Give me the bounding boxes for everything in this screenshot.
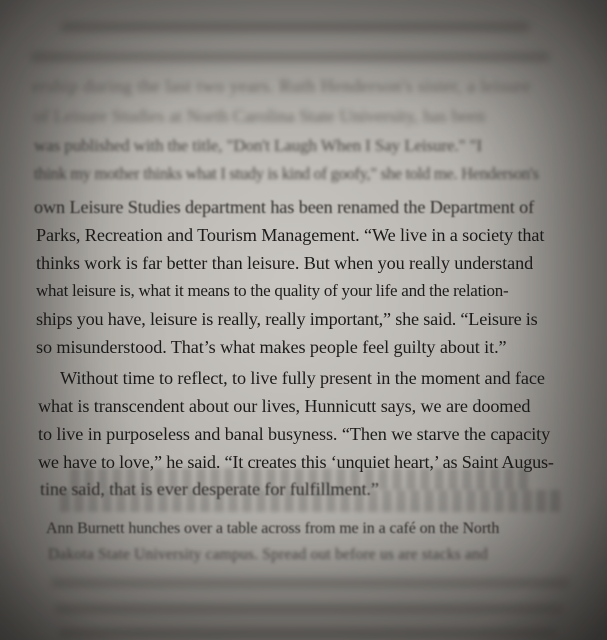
text-line: own Leisure Studies department has been renamed the Department of <box>34 197 535 217</box>
blurred-text-top <box>60 22 530 32</box>
text-line: tine said, that is ever desperate for fulfillment.” <box>40 479 379 499</box>
blurred-text-top <box>30 52 550 62</box>
text-line: so misunderstood. That’s what makes people feel guilty about it.” <box>36 337 507 357</box>
text-line: of Leisure Studies at North Carolina State University, has been <box>34 106 486 126</box>
text-line: ership during the last two years. Ruth Henderson's sister, a leisure <box>32 76 531 96</box>
text-line: what leisure is, what it means to the quality of your life and the relation- <box>36 281 509 300</box>
bleed-through-text <box>70 468 530 490</box>
text-line: was published with the title, "Don't Laugh When I Say Leisure." "I <box>34 136 483 155</box>
text-line: think my mother thinks what I study is kind of goofy," she told me. Henderson's <box>34 164 539 183</box>
paragraph-start: Without time to reflect, to live fully present in the moment and face <box>60 368 545 388</box>
text-line: Parks, Recreation and Tourism Management. “We live in a society that <box>36 225 545 245</box>
text-line: to live in purposeless and banal busyness. “Then we starve the capacity <box>38 424 551 444</box>
blurred-text-bottom <box>58 628 558 638</box>
text-line: we have to love,” he said. “It creates this ‘unquiet heart,’ as Saint Augus- <box>38 452 554 472</box>
text-line: Dakota State University campus. Spread out before us are stacks and <box>48 546 488 563</box>
text-line: thinks work is far better than leisure. But when you really understand <box>36 253 534 273</box>
blurred-text-bottom <box>54 604 564 614</box>
text-line: what is transcendent about our lives, Hunnicutt says, we are doomed <box>38 396 531 416</box>
paragraph-start: Ann Burnett hunches over a table across from me in a café on the North <box>46 520 500 537</box>
blurred-text-bottom <box>50 578 570 588</box>
text-line: ships you have, leisure is really, really important,” she said. “Leisure is <box>36 309 538 329</box>
bleed-through-text <box>60 490 560 512</box>
